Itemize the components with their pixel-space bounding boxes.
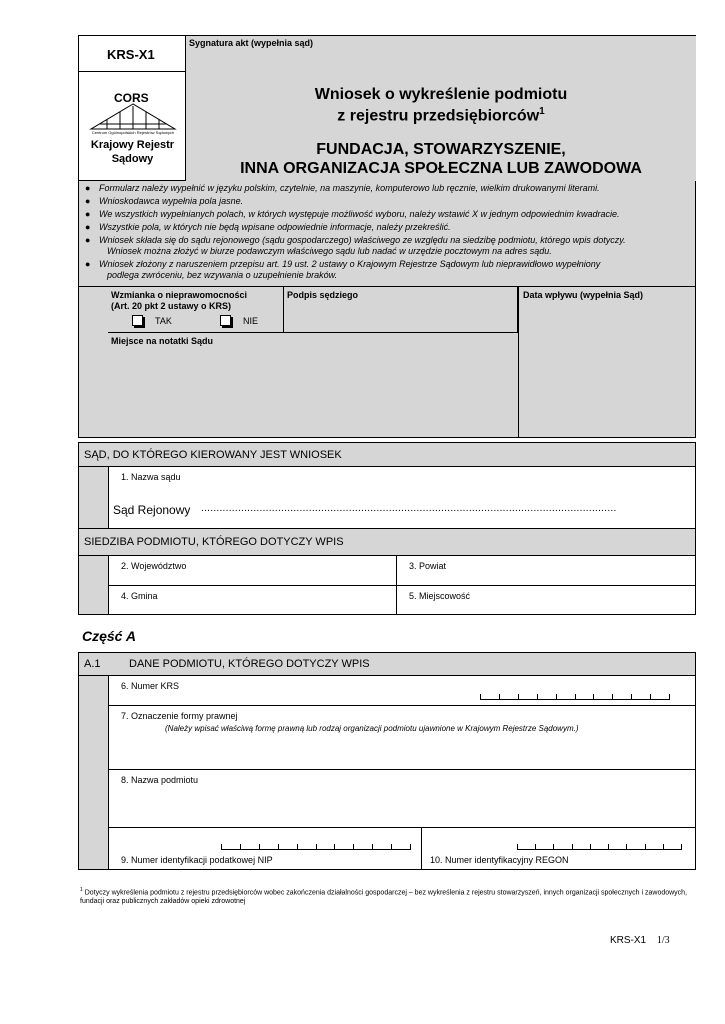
- nip-field[interactable]: [108, 828, 422, 869]
- logo-text: CORS: [114, 91, 149, 105]
- yes-label: TAK: [155, 316, 172, 326]
- instruction-item: ● We wszystkich wypełnianych polach, w których występuje możliwość wyboru, należy wstawić X w jednym odpowiednim kwadracie.: [83, 209, 691, 220]
- voivodeship-label: 2. Województwo: [121, 561, 187, 571]
- court-section-header: [79, 443, 695, 467]
- title-footnote-marker: 1: [539, 106, 545, 117]
- title-line2: z rejestru przedsiębiorców: [337, 107, 540, 125]
- county-field[interactable]: [397, 556, 695, 586]
- krs-number-label: 6. Numer KRS: [121, 681, 180, 691]
- krs-number-field[interactable]: [108, 676, 695, 706]
- instruction-item: [83, 259, 691, 281]
- instruction-item-line1: ● Wniosek składa się do sądu rejonowego (sądu gospodarczego) właściwego ze względu na siedzibę podmiotu, którego wpis dotyczy.: [99, 235, 626, 245]
- seat-section-heading: SIEDZIBA PODMIOTU, KTÓREGO DOTYCZY WPIS: [84, 536, 344, 548]
- title-line2-wrap: [186, 106, 696, 125]
- legal-form-field[interactable]: [108, 706, 695, 770]
- footnote: [80, 886, 696, 906]
- registry-name-line1: Krajowy Rejestr: [90, 139, 175, 151]
- subtitle-line1: FUNDACJA, STOWARZYSZENIE,: [316, 141, 566, 158]
- registry-name-line2: Sądowy: [111, 153, 154, 165]
- regon-label: 10. Numer identyfikacyjny REGON: [430, 855, 569, 865]
- krs-number-comb: [480, 694, 670, 700]
- entity-name-label: 8. Nazwa podmiotu: [121, 775, 199, 785]
- receipt-date-label: Data wpływu (wypełnia Sąd): [523, 290, 644, 300]
- court-section: [78, 442, 696, 615]
- locality-label: 5. Miejscowość: [409, 591, 471, 601]
- court-notes-label: Miejsce na notatki Sądu: [111, 336, 214, 346]
- court-name-dots: .......................................................................................................................................: [201, 503, 617, 514]
- signature-label: Sygnatura akt (wypełnia sąd): [189, 38, 314, 48]
- county-label: 3. Powiat: [409, 561, 447, 571]
- nip-comb: [221, 844, 411, 850]
- court-section-left-margin: [79, 467, 108, 528]
- no-checkbox[interactable]: [220, 315, 231, 326]
- instructions-box: [78, 181, 696, 287]
- entity-name-field[interactable]: [108, 770, 695, 828]
- instruction-item-line2: podlega zwróceniu, bez wzywania o uzupełnienie braków.: [107, 270, 338, 280]
- court-use-box: [78, 287, 696, 438]
- title-cell: [186, 72, 696, 181]
- voivodeship-field[interactable]: [108, 556, 397, 586]
- instruction-item: [83, 235, 691, 257]
- instruction-item: ● Wnioskodawca wypełnia pola jasne.: [83, 196, 691, 207]
- judge-signature-cell: [284, 287, 518, 333]
- legal-form-label: 7. Oznaczenie formy prawnej: [121, 711, 238, 721]
- footer-page-number: 1/3: [656, 935, 670, 946]
- instruction-item-line1: ● Wniosek złożony z naruszeniem przepisu art. 19 ust. 2 ustawy o Krajowym Rejestrze Sądowym lub nieprawidłowo wypełniony: [99, 259, 601, 269]
- nonvalidity-label-line2: (Art. 20 pkt 2 ustawy o KRS): [111, 301, 232, 311]
- legal-form-hint: (Należy wpisać właściwą formę prawną lub rodzaj organizacji podmiotu ujawnione w Krajowym Rejestrze Sądowym.): [165, 724, 579, 733]
- footnote-marker: 1: [80, 887, 83, 893]
- yes-checkbox[interactable]: [132, 315, 143, 326]
- seat-section-header: [79, 528, 695, 556]
- court-section-heading: SĄD, DO KTÓREGO KIEROWANY JEST WNIOSEK: [84, 449, 342, 461]
- signature-cell: [186, 36, 696, 72]
- instruction-item: ● Formularz należy wypełnić w języku polskim, czytelnie, na maszynie, komputerowo lub ręcznie, wielkim drukowanymi literami.: [83, 183, 691, 194]
- form-code-cell: [79, 36, 186, 72]
- instructions-list: [83, 183, 691, 281]
- a1-header: [79, 653, 695, 676]
- footer-form-code: KRS-X1: [610, 935, 647, 946]
- title-line1: Wniosek o wykreślenie podmiotu: [314, 86, 568, 103]
- subtitle-line2: INNA ORGANIZACJA SPOŁECZNA LUB ZAWODOWA: [240, 160, 642, 177]
- regon-field[interactable]: [422, 828, 695, 869]
- form-code: KRS-X1: [107, 47, 155, 62]
- locality-field[interactable]: [397, 586, 695, 614]
- a1-heading: DANE PODMIOTU, KTÓREGO DOTYCZY WPIS: [129, 658, 370, 670]
- nip-label: 9. Numer identyfikacji podatkowej NIP: [121, 855, 273, 865]
- logo-cell: [79, 72, 186, 182]
- court-name-label: 1. Nazwa sądu: [121, 472, 181, 482]
- part-a-section: [78, 652, 696, 870]
- instruction-item-line2: Wniosek można złożyć w biurze podawczym właściwego sądu lub nadać w urzędzie pocztowym na adres sądu.: [107, 246, 552, 256]
- nonvalidity-label-line1: Wzmianka o nieprawomocności: [111, 290, 248, 300]
- footnote-text: Dotyczy wykreślenia podmiotu z rejestru przedsiębiorców wobec zakończenia działalności gospodarczej – bez wykreślenia z rejestru stowarzyszeń, innych organizacji społecznych i zawodowych, fundacji oraz publicznych zakładów opieki zdrowotnej: [80, 889, 688, 906]
- no-label: NIE: [243, 316, 259, 326]
- court-notes-area: [108, 333, 518, 437]
- regon-comb: [517, 844, 682, 850]
- receipt-date-cell: [518, 287, 696, 437]
- logo-subtext: Centrum Ogólnopolskich Rejestrów Sądowych: [91, 130, 175, 135]
- header-block: [78, 35, 696, 181]
- nonvalidity-cell: [108, 287, 284, 333]
- commune-label: 4. Gmina: [121, 591, 158, 601]
- seat-section-left-margin: [79, 556, 108, 614]
- instruction-item: ● Wszystkie pola, w których nie będą wpisane odpowiednie informacje, należy przekreślić.: [83, 222, 691, 233]
- court-name-field[interactable]: [108, 467, 695, 528]
- a1-code: A.1: [84, 658, 101, 670]
- judge-signature-label: Podpis sędziego: [287, 290, 359, 300]
- court-name-prefix: Sąd Rejonowy: [113, 503, 191, 517]
- page-footer: [610, 935, 670, 946]
- a1-left-margin: [79, 676, 108, 869]
- commune-field[interactable]: [108, 586, 397, 614]
- part-a-title: Część A: [82, 628, 136, 644]
